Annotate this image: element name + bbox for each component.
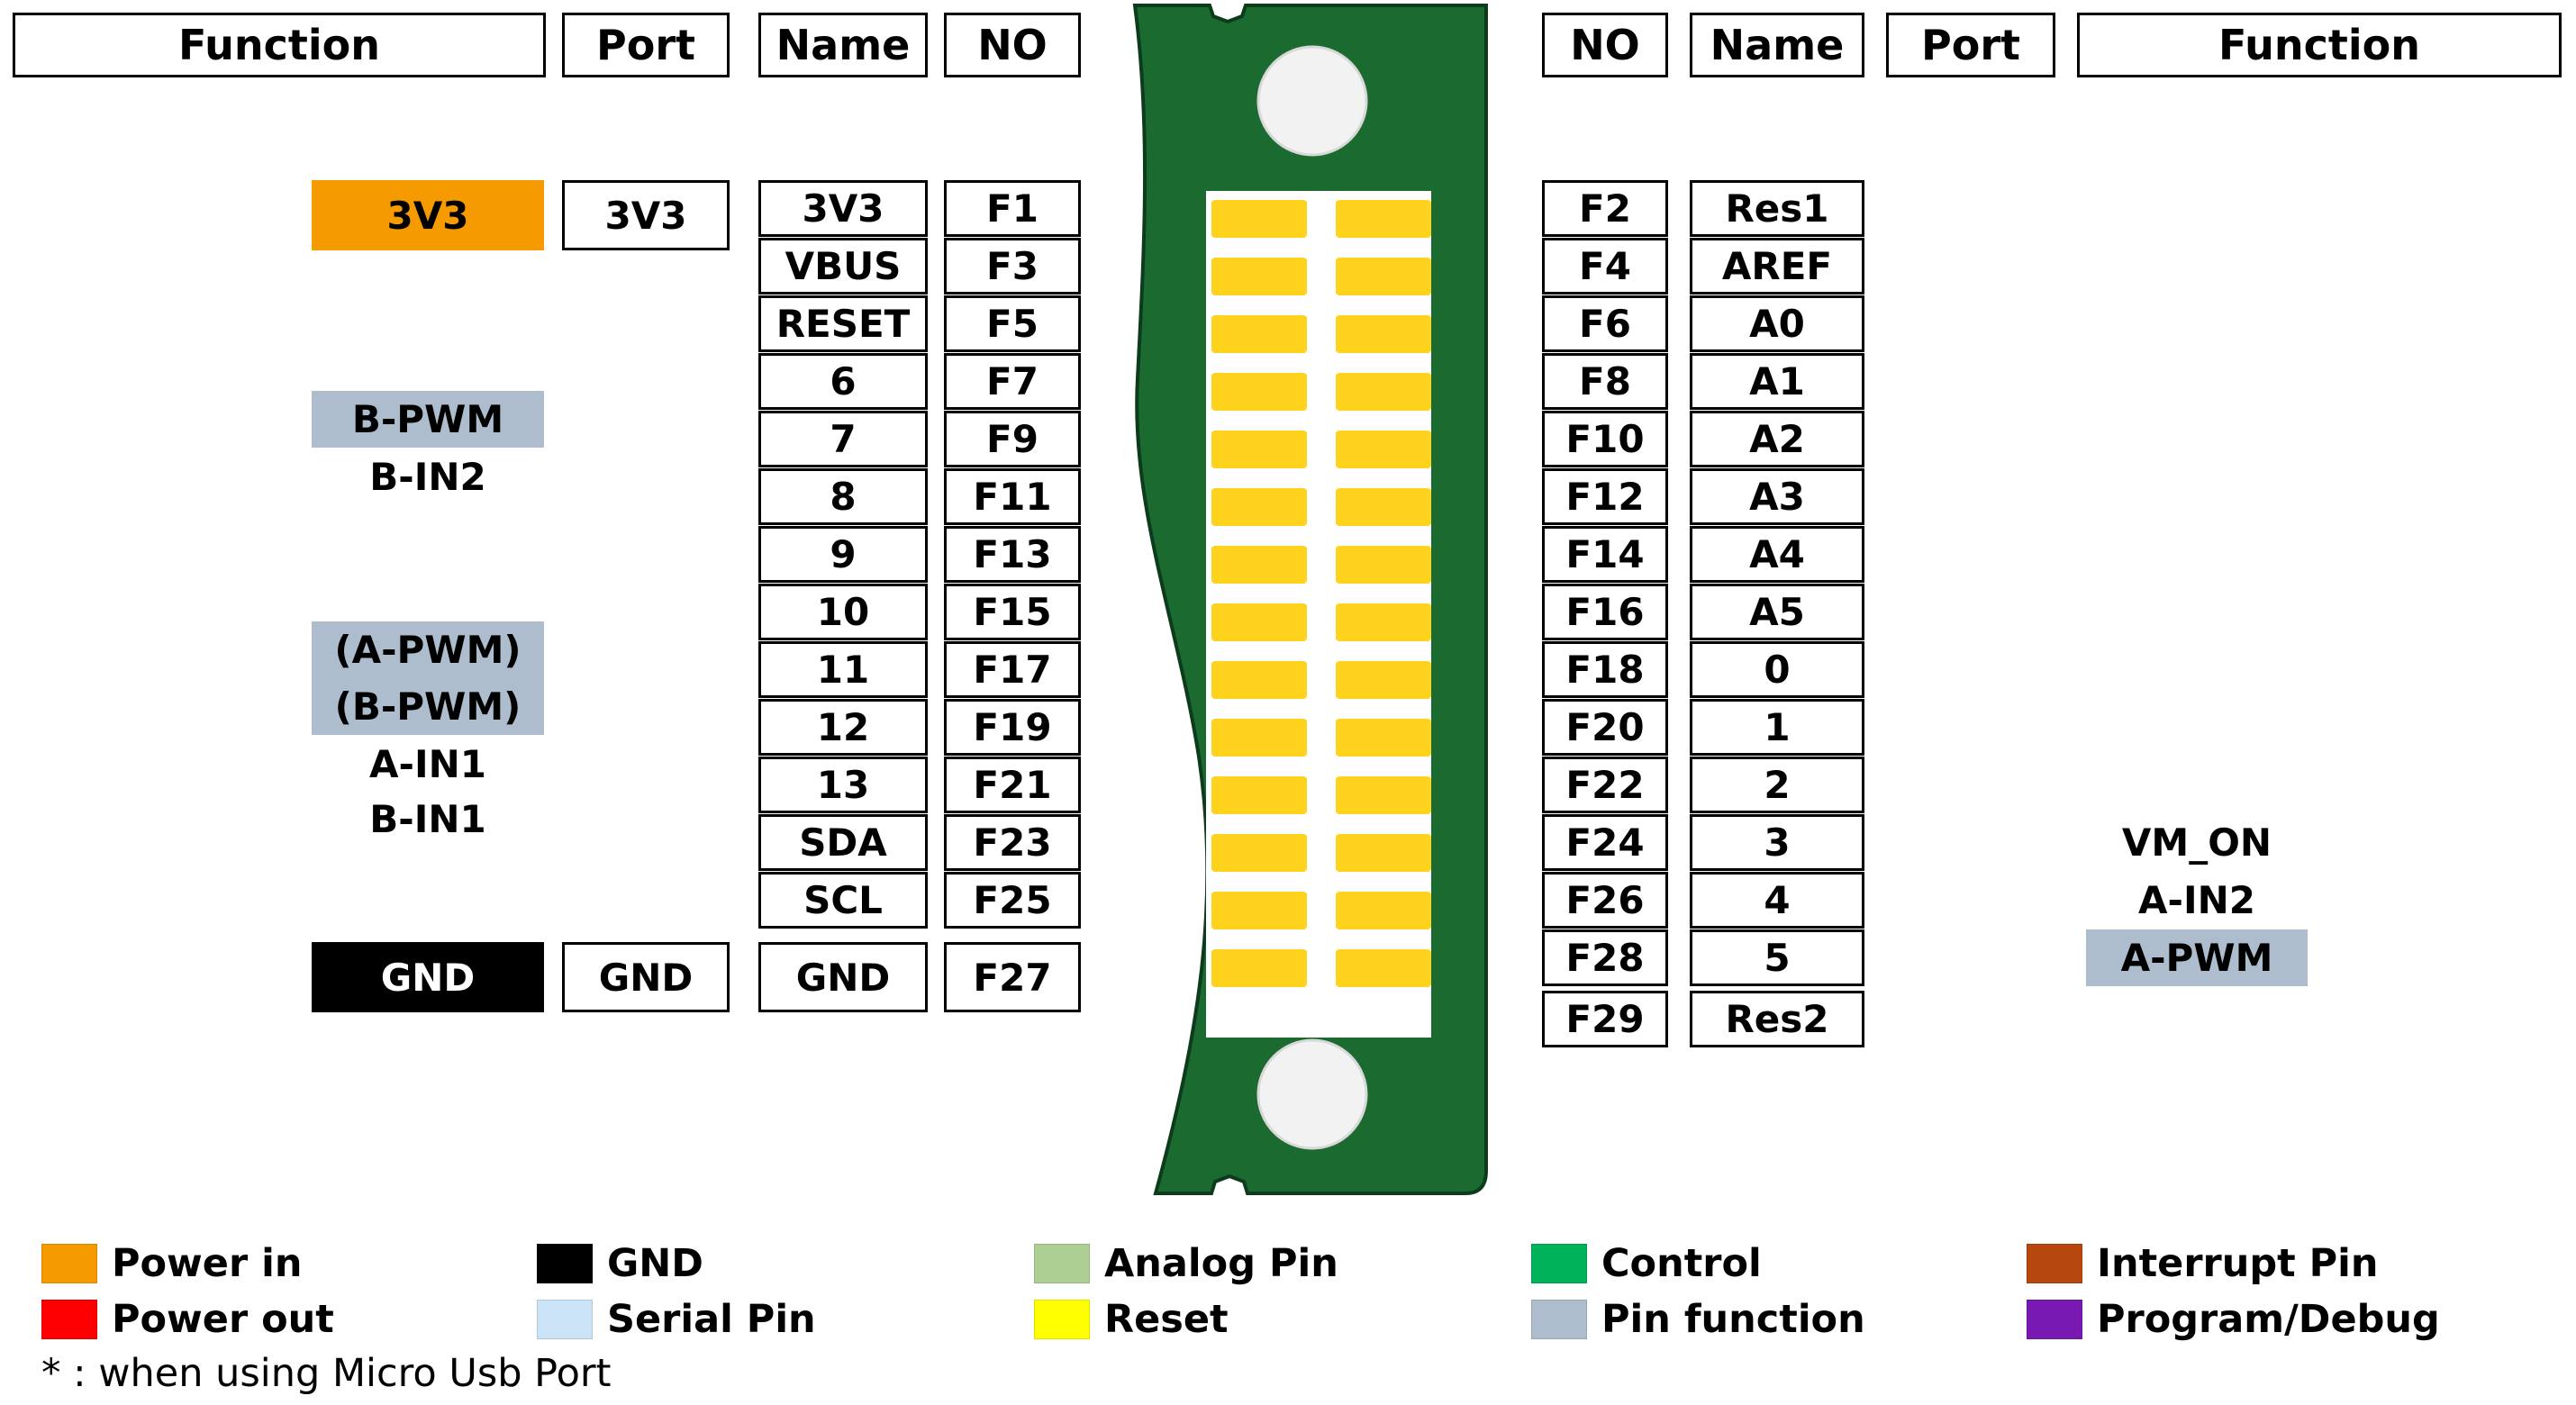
right-function-vm-on: VM_ON (2121, 820, 2272, 865)
right-no-cell: F2 (1542, 180, 1668, 237)
left-no-cell: F17 (944, 641, 1081, 698)
legend-label-program-debug: Program/Debug (2097, 1297, 2440, 1342)
legend-item-gnd (537, 1241, 703, 1286)
legend-swatch-reset (1034, 1300, 1090, 1339)
right-function-a-in2: A-IN2 (2138, 878, 2255, 922)
left-no-cell: F1 (944, 180, 1081, 237)
legend-label-pin-function: Pin function (1601, 1297, 1865, 1342)
right-name-cell: A5 (1690, 584, 1864, 640)
left-name-cell: 3V3 (758, 180, 928, 237)
legend-swatch-serial-pin (537, 1300, 593, 1339)
legend-label-power-out: Power out (112, 1297, 334, 1342)
left-name-cell: 9 (758, 526, 928, 583)
left-name-cell: SCL (758, 872, 928, 929)
header-left-no: NO (944, 13, 1081, 77)
header-right-port: Port (1886, 13, 2055, 77)
right-no-cell: F29 (1542, 991, 1668, 1047)
left-function-b-in1: B-IN1 (369, 797, 486, 841)
left-no-cell: F9 (944, 411, 1081, 467)
left-name-cell: VBUS (758, 238, 928, 295)
legend-item-interrupt-pin (2027, 1241, 2379, 1286)
header-left-function: Function (13, 13, 546, 77)
legend-item-analog-pin (1034, 1241, 1338, 1286)
right-no-cell: F6 (1542, 295, 1668, 352)
header-left-port: Port (562, 13, 730, 77)
left-no-cell: F11 (944, 468, 1081, 525)
right-name-cell: 5 (1690, 929, 1864, 986)
left-name-cell: 8 (758, 468, 928, 525)
left-function-a-pwm-paren: (A-PWM) (312, 621, 544, 678)
legend-item-reset (1034, 1297, 1229, 1342)
left-no-cell: F21 (944, 757, 1081, 813)
right-name-cell: AREF (1690, 238, 1864, 295)
legend-note: * : when using Micro Usb Port (41, 1351, 612, 1396)
left-no-cell: F13 (944, 526, 1081, 583)
left-name-cell: RESET (758, 295, 928, 352)
right-no-cell: F24 (1542, 814, 1668, 871)
legend-item-control (1531, 1241, 1762, 1286)
left-name-cell: SDA (758, 814, 928, 871)
left-function-gnd: GND (312, 942, 544, 1012)
legend-label-control: Control (1601, 1241, 1762, 1286)
right-no-cell: F14 (1542, 526, 1668, 583)
left-name-cell: 10 (758, 584, 928, 640)
legend-item-program-debug (2027, 1297, 2440, 1342)
right-no-cell: F28 (1542, 929, 1668, 986)
board-graphic (1112, 0, 1509, 1216)
right-name-cell: A2 (1690, 411, 1864, 467)
left-function-a-in1: A-IN1 (369, 742, 486, 786)
left-function-3v3: 3V3 (312, 180, 544, 250)
legend-item-pin-function (1531, 1297, 1865, 1342)
legend-item-power-in (41, 1241, 302, 1286)
legend-swatch-program-debug (2027, 1300, 2082, 1339)
right-name-cell: 1 (1690, 699, 1864, 756)
left-no-cell: F5 (944, 295, 1081, 352)
right-name-cell: Res1 (1690, 180, 1864, 237)
left-no-cell: F23 (944, 814, 1081, 871)
left-no-cell: F7 (944, 353, 1081, 410)
legend-swatch-analog-pin (1034, 1244, 1090, 1283)
legend-label-interrupt-pin: Interrupt Pin (2097, 1241, 2379, 1286)
left-port-cell: GND (562, 942, 730, 1012)
left-port-cell: 3V3 (562, 180, 730, 250)
right-name-cell: A1 (1690, 353, 1864, 410)
header-right-function: Function (2077, 13, 2562, 77)
left-name-cell: 12 (758, 699, 928, 756)
right-no-cell: F4 (1542, 238, 1668, 295)
right-name-cell: A4 (1690, 526, 1864, 583)
left-no-cell: F25 (944, 872, 1081, 929)
right-name-cell: A0 (1690, 295, 1864, 352)
left-no-cell: F27 (944, 942, 1081, 1012)
right-function-a-pwm: A-PWM (2086, 929, 2308, 986)
legend-label-analog-pin: Analog Pin (1104, 1241, 1338, 1286)
right-name-cell: 4 (1690, 872, 1864, 929)
left-no-cell: F19 (944, 699, 1081, 756)
right-no-cell: F16 (1542, 584, 1668, 640)
left-name-cell: 13 (758, 757, 928, 813)
left-no-cell: F3 (944, 238, 1081, 295)
legend-label-serial-pin: Serial Pin (607, 1297, 816, 1342)
legend-item-serial-pin (537, 1297, 816, 1342)
left-name-cell: 6 (758, 353, 928, 410)
right-no-cell: F12 (1542, 468, 1668, 525)
right-name-cell: 2 (1690, 757, 1864, 813)
right-name-cell: 3 (1690, 814, 1864, 871)
left-no-cell: F15 (944, 584, 1081, 640)
legend-swatch-gnd (537, 1244, 593, 1283)
legend-swatch-pin-function (1531, 1300, 1587, 1339)
header-right-no: NO (1542, 13, 1668, 77)
header-right-name: Name (1690, 13, 1864, 77)
legend-swatch-interrupt-pin (2027, 1244, 2082, 1283)
right-no-cell: F18 (1542, 641, 1668, 698)
right-no-cell: F22 (1542, 757, 1668, 813)
legend-swatch-control (1531, 1244, 1587, 1283)
header-left-name: Name (758, 13, 928, 77)
left-function-b-pwm-paren: (B-PWM) (312, 678, 544, 735)
right-name-cell: A3 (1690, 468, 1864, 525)
left-function-b-in2: B-IN2 (369, 455, 486, 499)
right-no-cell: F26 (1542, 872, 1668, 929)
legend-swatch-power-in (41, 1244, 97, 1283)
left-name-cell: 11 (758, 641, 928, 698)
left-name-cell: GND (758, 942, 928, 1012)
legend-label-reset: Reset (1104, 1297, 1229, 1342)
right-no-cell: F8 (1542, 353, 1668, 410)
right-name-cell: Res2 (1690, 991, 1864, 1047)
left-name-cell: 7 (758, 411, 928, 467)
legend-swatch-power-out (41, 1300, 97, 1339)
legend-label-power-in: Power in (112, 1241, 303, 1286)
right-no-cell: F10 (1542, 411, 1668, 467)
legend-label-gnd: GND (607, 1241, 703, 1286)
right-no-cell: F20 (1542, 699, 1668, 756)
right-name-cell: 0 (1690, 641, 1864, 698)
left-function-b-pwm: B-PWM (312, 391, 544, 448)
legend-item-power-out (41, 1297, 334, 1342)
